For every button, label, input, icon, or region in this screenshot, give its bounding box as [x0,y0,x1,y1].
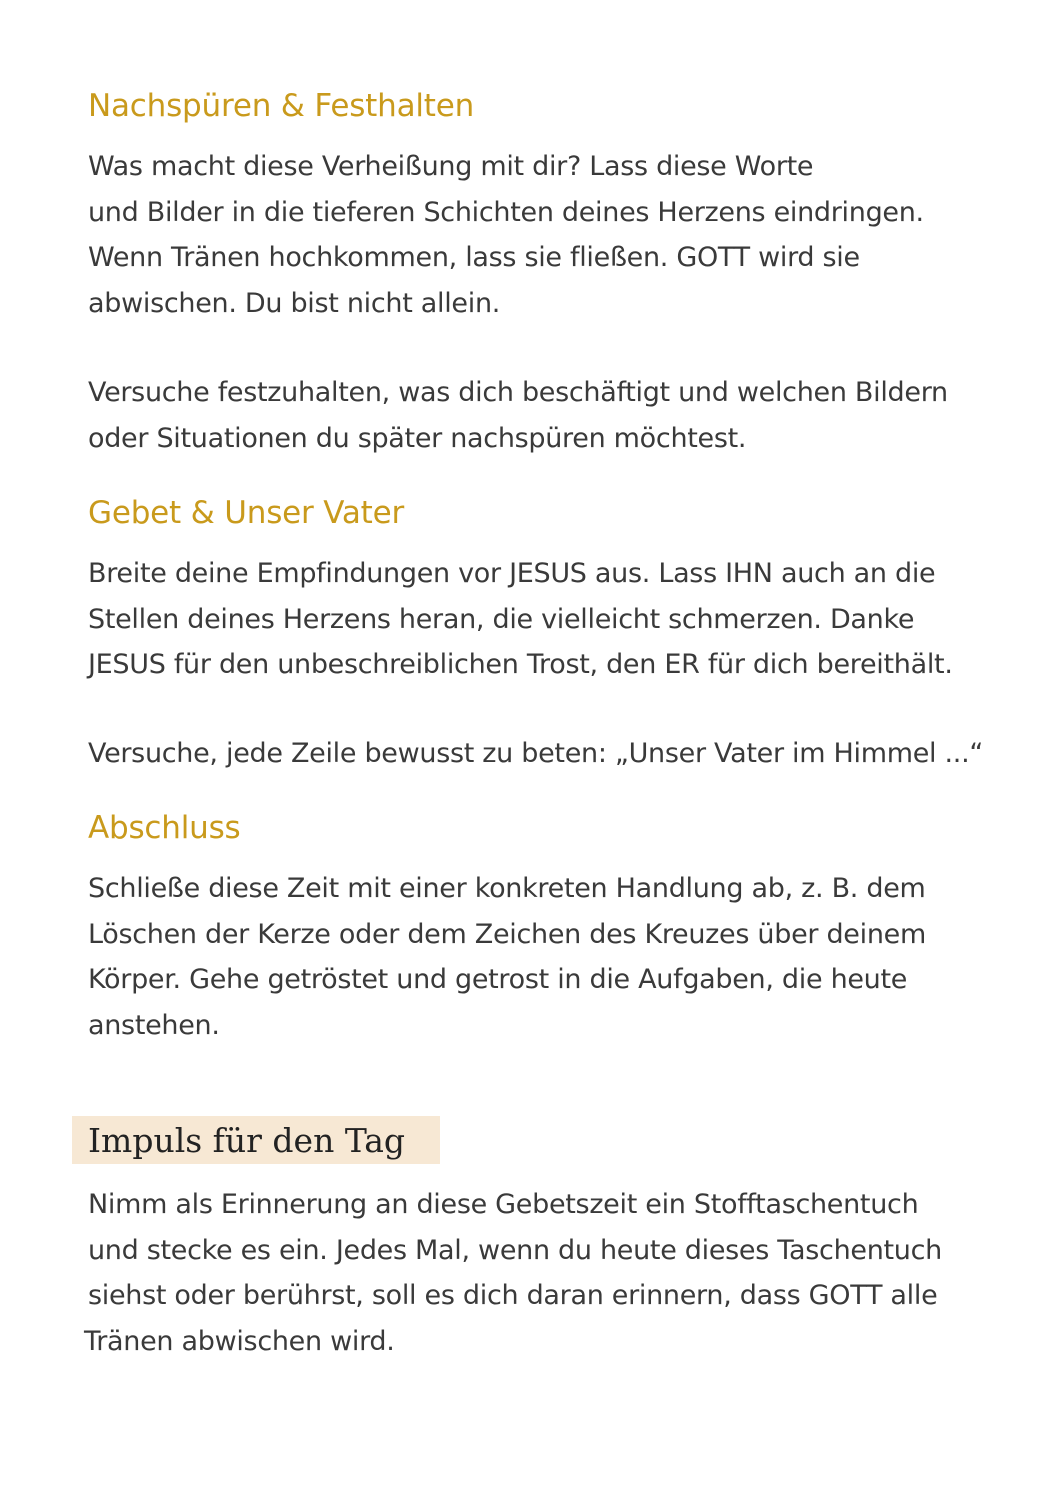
section-heading-gebet: Gebet & Unser Vater [88,495,405,531]
text-line: siehst oder berührst, soll es dich daran erinnern, dass GOTT alle [88,1280,938,1311]
section-heading-abschluss: Abschluss [88,810,241,846]
text-line: Körper. Gehe getröstet und getrost in die Aufgaben, die heute [88,964,908,995]
paragraph-nachspueren-1 [88,144,988,326]
text-line: Was macht diese Verheißung mit dir? Lass diese Worte [88,151,814,182]
text-line: Schließe diese Zeit mit einer konkreten Handlung ab, z. B. dem [88,873,926,904]
text-line: Tränen abwischen wird. [84,1325,395,1357]
text-line: und stecke es ein. Jedes Mal, wenn du heute dieses Taschentuch [88,1234,942,1266]
text-line: Nimm als Erinnerung an diese Gebetszeit ein Stofftaschentuch [88,1189,919,1220]
paragraph-gebet-1 [88,551,988,688]
paragraph-abschluss [88,866,988,1048]
text-line: Wenn Tränen hochkommen, lass sie fließen. GOTT wird sie [88,242,860,273]
paragraph-gebet-2 [88,731,988,777]
text-line: anstehen. [88,1009,220,1041]
section-heading-nachspueren: Nachspüren & Festhalten [88,88,475,124]
text-line: Versuche, jede Zeile bewusst zu beten: „Unser Vater im Himmel ...“ [88,738,984,769]
text-line: Breite deine Empfindungen vor JESUS aus. Lass IHN auch an die [88,558,936,589]
text-line: oder Situationen du später nachspüren möchtest. [88,422,747,454]
text-line: Löschen der Kerze oder dem Zeichen des Kreuzes über deinem [88,918,926,950]
text-line: abwischen. Du bist nicht allein. [88,287,501,319]
impuls-title: Impuls für den Tag [88,1121,406,1160]
paragraph-impuls [84,1182,988,1364]
text-line: Stellen deines Herzens heran, die vielleicht schmerzen. Danke [88,603,915,635]
text-line: JESUS für den unbeschreiblichen Trost, den ER für dich bereithält. [88,649,953,680]
text-line: Versuche festzuhalten, was dich beschäftigt und welchen Bildern [88,377,948,408]
text-line: und Bilder in die tieferen Schichten deines Herzens eindringen. [88,196,924,228]
paragraph-nachspueren-2 [88,370,988,461]
